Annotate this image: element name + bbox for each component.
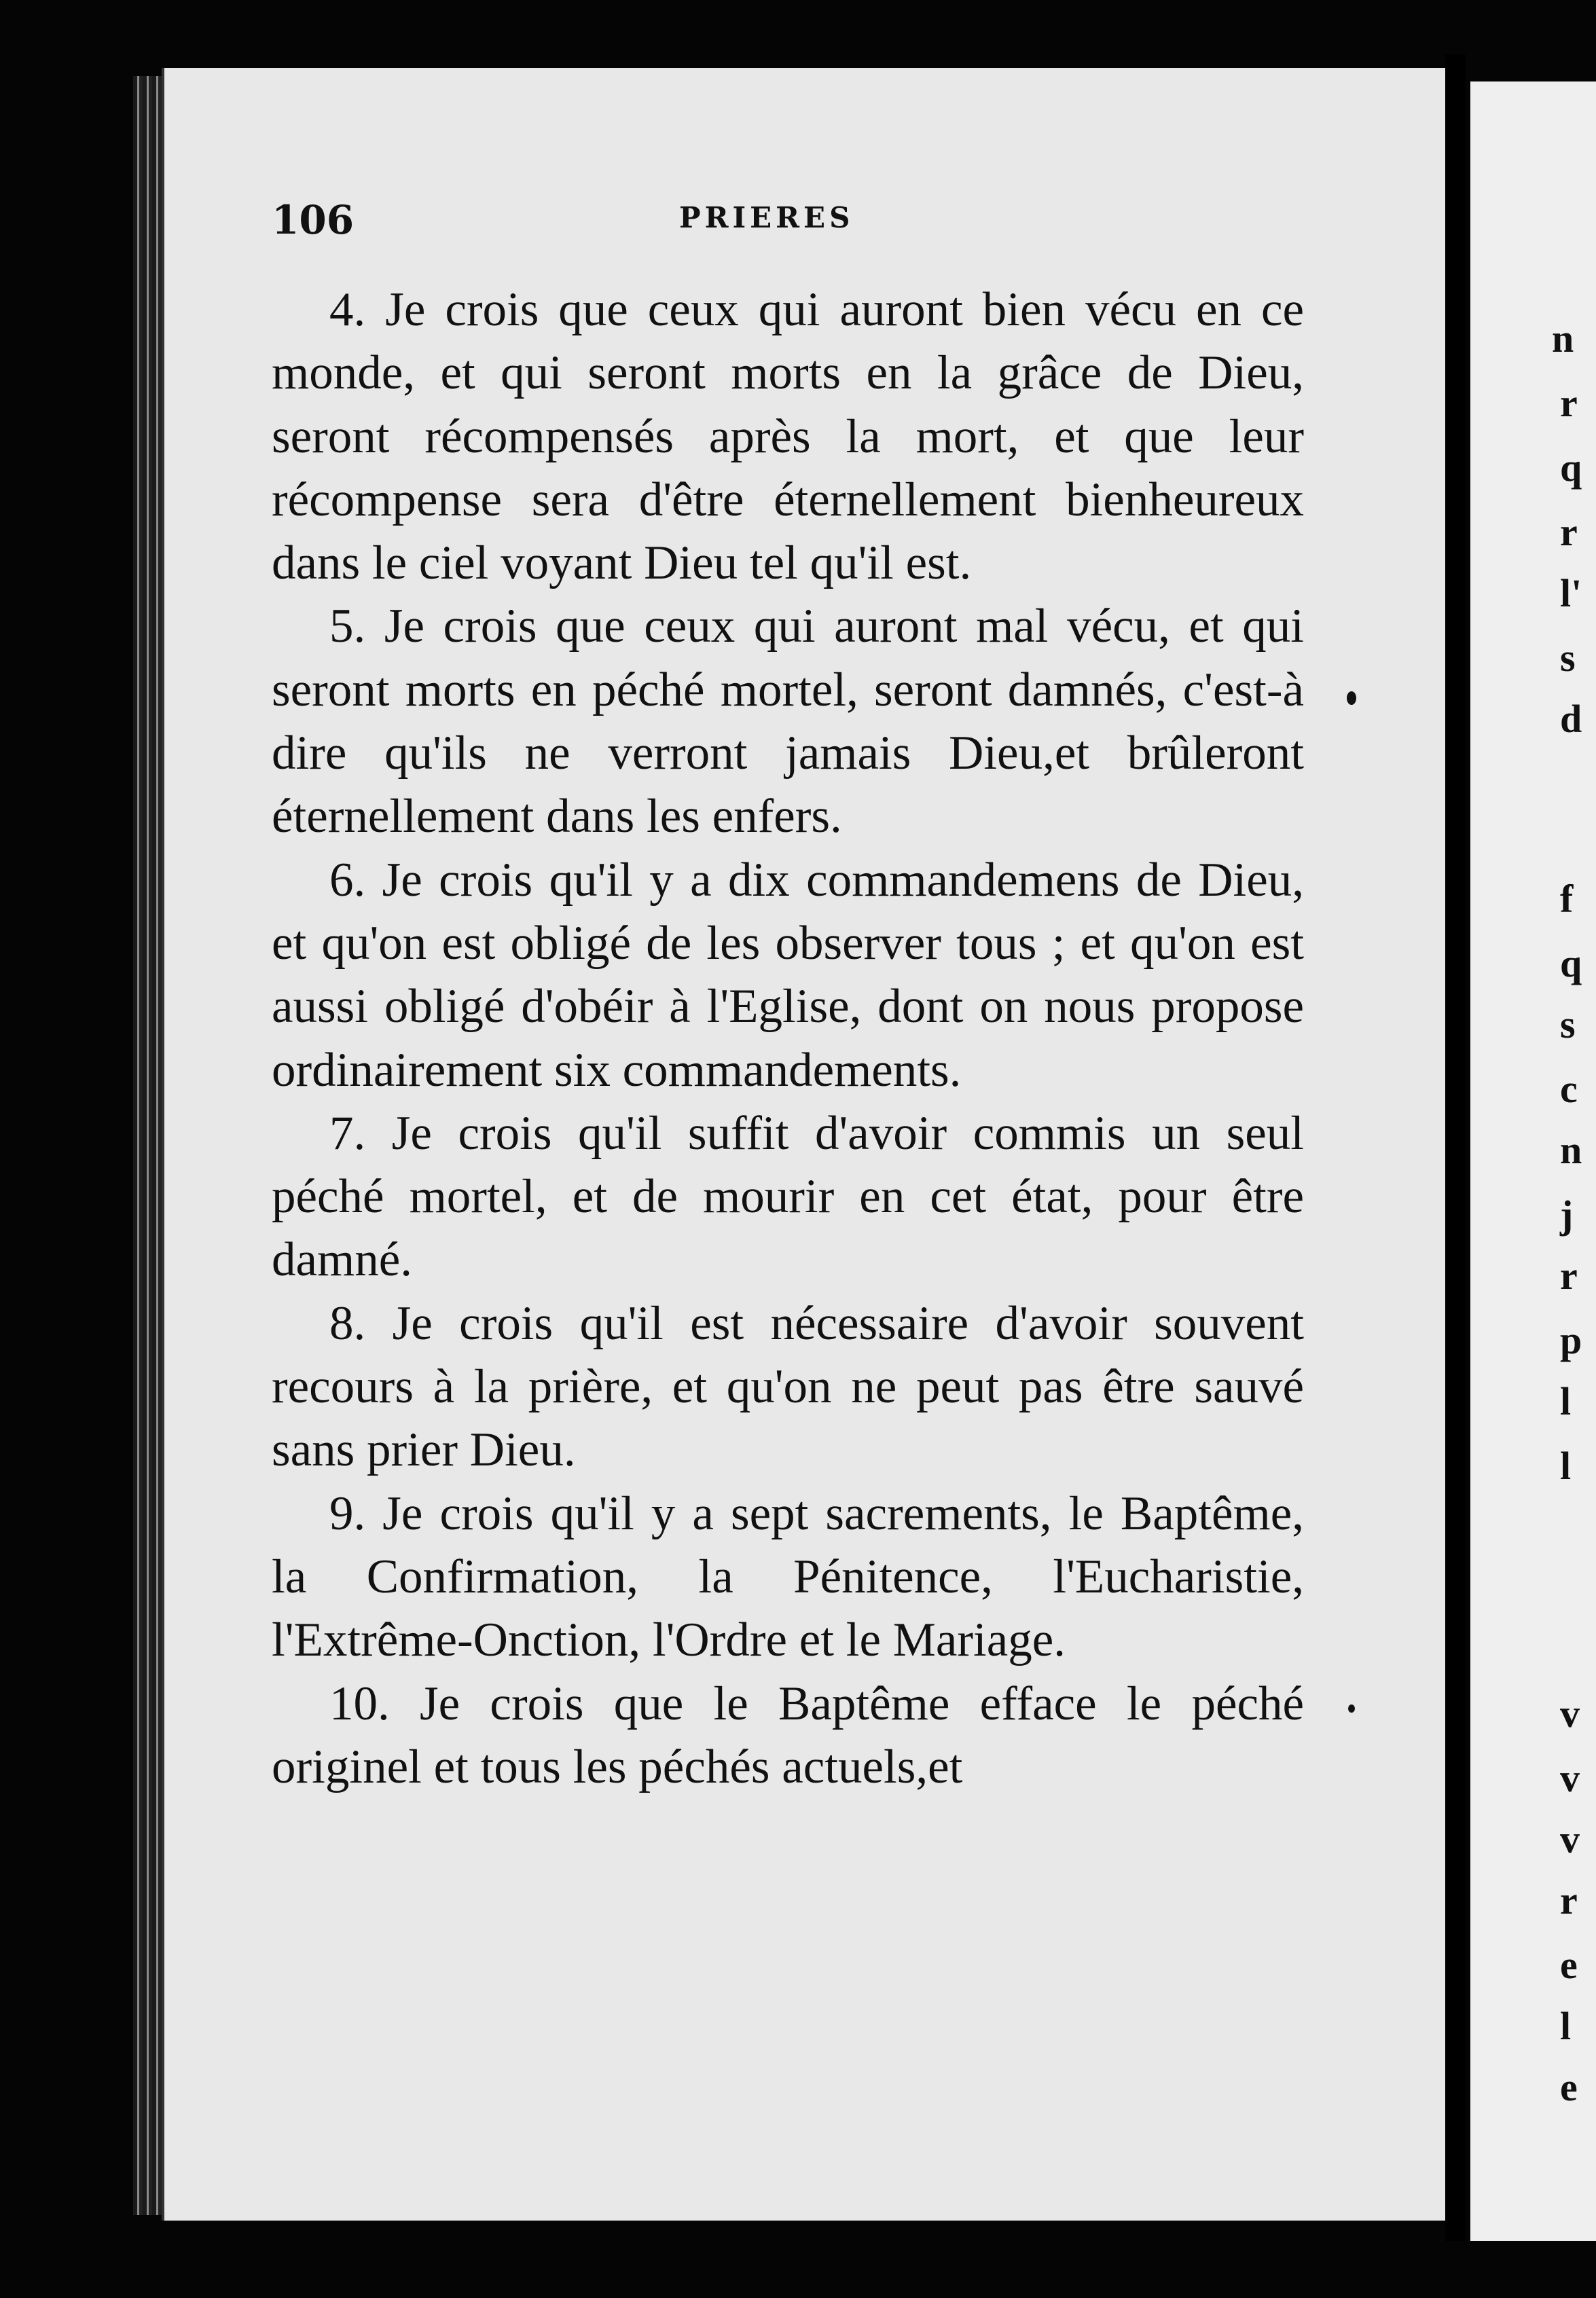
facing-fragment: l' (1560, 571, 1582, 615)
facing-fragment: r (1560, 381, 1578, 425)
running-title: PRIERES (679, 201, 854, 234)
facing-fragment: l (1560, 2004, 1572, 2048)
ink-speck (1347, 691, 1356, 705)
facing-fragment: s (1560, 636, 1576, 680)
facing-fragment: c (1560, 1067, 1578, 1111)
facing-fragment: r (1560, 1254, 1578, 1298)
facing-fragment: v (1560, 1756, 1580, 1800)
article-4: 4. Je crois que ceux qui auront bien vécu en ce monde, et qui seront morts en la grâce de Dieu, seront récompensés après la mort, et que leur récompense sera d'être éternellement bienheureux dans le ciel voyant Dieu tel qu'il est. (272, 283, 1304, 590)
facing-fragment: n (1552, 316, 1574, 361)
facing-fragment: v (1560, 1692, 1580, 1736)
facing-fragment: q (1560, 445, 1582, 490)
facing-fragment: r (1560, 1878, 1578, 1922)
article-10: 10. Je crois que le Baptême efface le péché originel et tous les péchés actuels,et (272, 1677, 1304, 1793)
facing-page (1470, 81, 1596, 2241)
page-number: 106 (272, 197, 355, 243)
article-9: 9. Je crois qu'il y a sept sacrements, le Baptême, la Confirmation, la Pénitence, l'Eucharistie, l'Extrême-Onction, l'Ordre et le Mariage. (272, 1487, 1304, 1667)
ink-speck (1348, 1704, 1355, 1713)
book-gutter (1445, 54, 1466, 2241)
article-5: 5. Je crois que ceux qui auront mal vécu, et qui seront morts en péché mortel, seront damnés, c'est-à dire qu'ils ne verront jamais Dieu,et brûleront éternellement dans les enfers. (272, 600, 1304, 843)
article-7: 7. Je crois qu'il suffit d'avoir commis un seul péché mortel, et de mourir en cet état, pour être damné. (272, 1106, 1304, 1287)
facing-fragment: l (1560, 1444, 1572, 1488)
article-8: 8. Je crois qu'il est nécessaire d'avoir souvent recours à la prière, et qu'on ne peut pas être sauvé sans prier Dieu. (272, 1296, 1304, 1477)
facing-fragment: d (1560, 697, 1582, 741)
facing-fragment: v (1560, 1817, 1580, 1861)
facing-fragment: r (1560, 510, 1578, 554)
facing-fragment: e (1560, 2065, 1578, 2109)
facing-fragment: j (1560, 1192, 1574, 1237)
article-6: 6. Je crois qu'il y a dix commandemens de Dieu, et qu'on est obligé de les observer tous ; et qu'on est aussi obligé d'obéir à l'Eglise, dont on nous propose ordinairement six commandements. (272, 853, 1304, 1097)
facing-fragment: e (1560, 1943, 1578, 1987)
facing-fragment: f (1560, 877, 1574, 921)
facing-fragment: q (1560, 941, 1582, 985)
page-header (272, 197, 1304, 251)
facing-fragment: p (1560, 1318, 1582, 1362)
page-body (272, 278, 1304, 1799)
facing-fragment: n (1560, 1128, 1582, 1172)
facing-fragment: l (1560, 1379, 1572, 1423)
facing-fragment: s (1560, 1002, 1576, 1046)
